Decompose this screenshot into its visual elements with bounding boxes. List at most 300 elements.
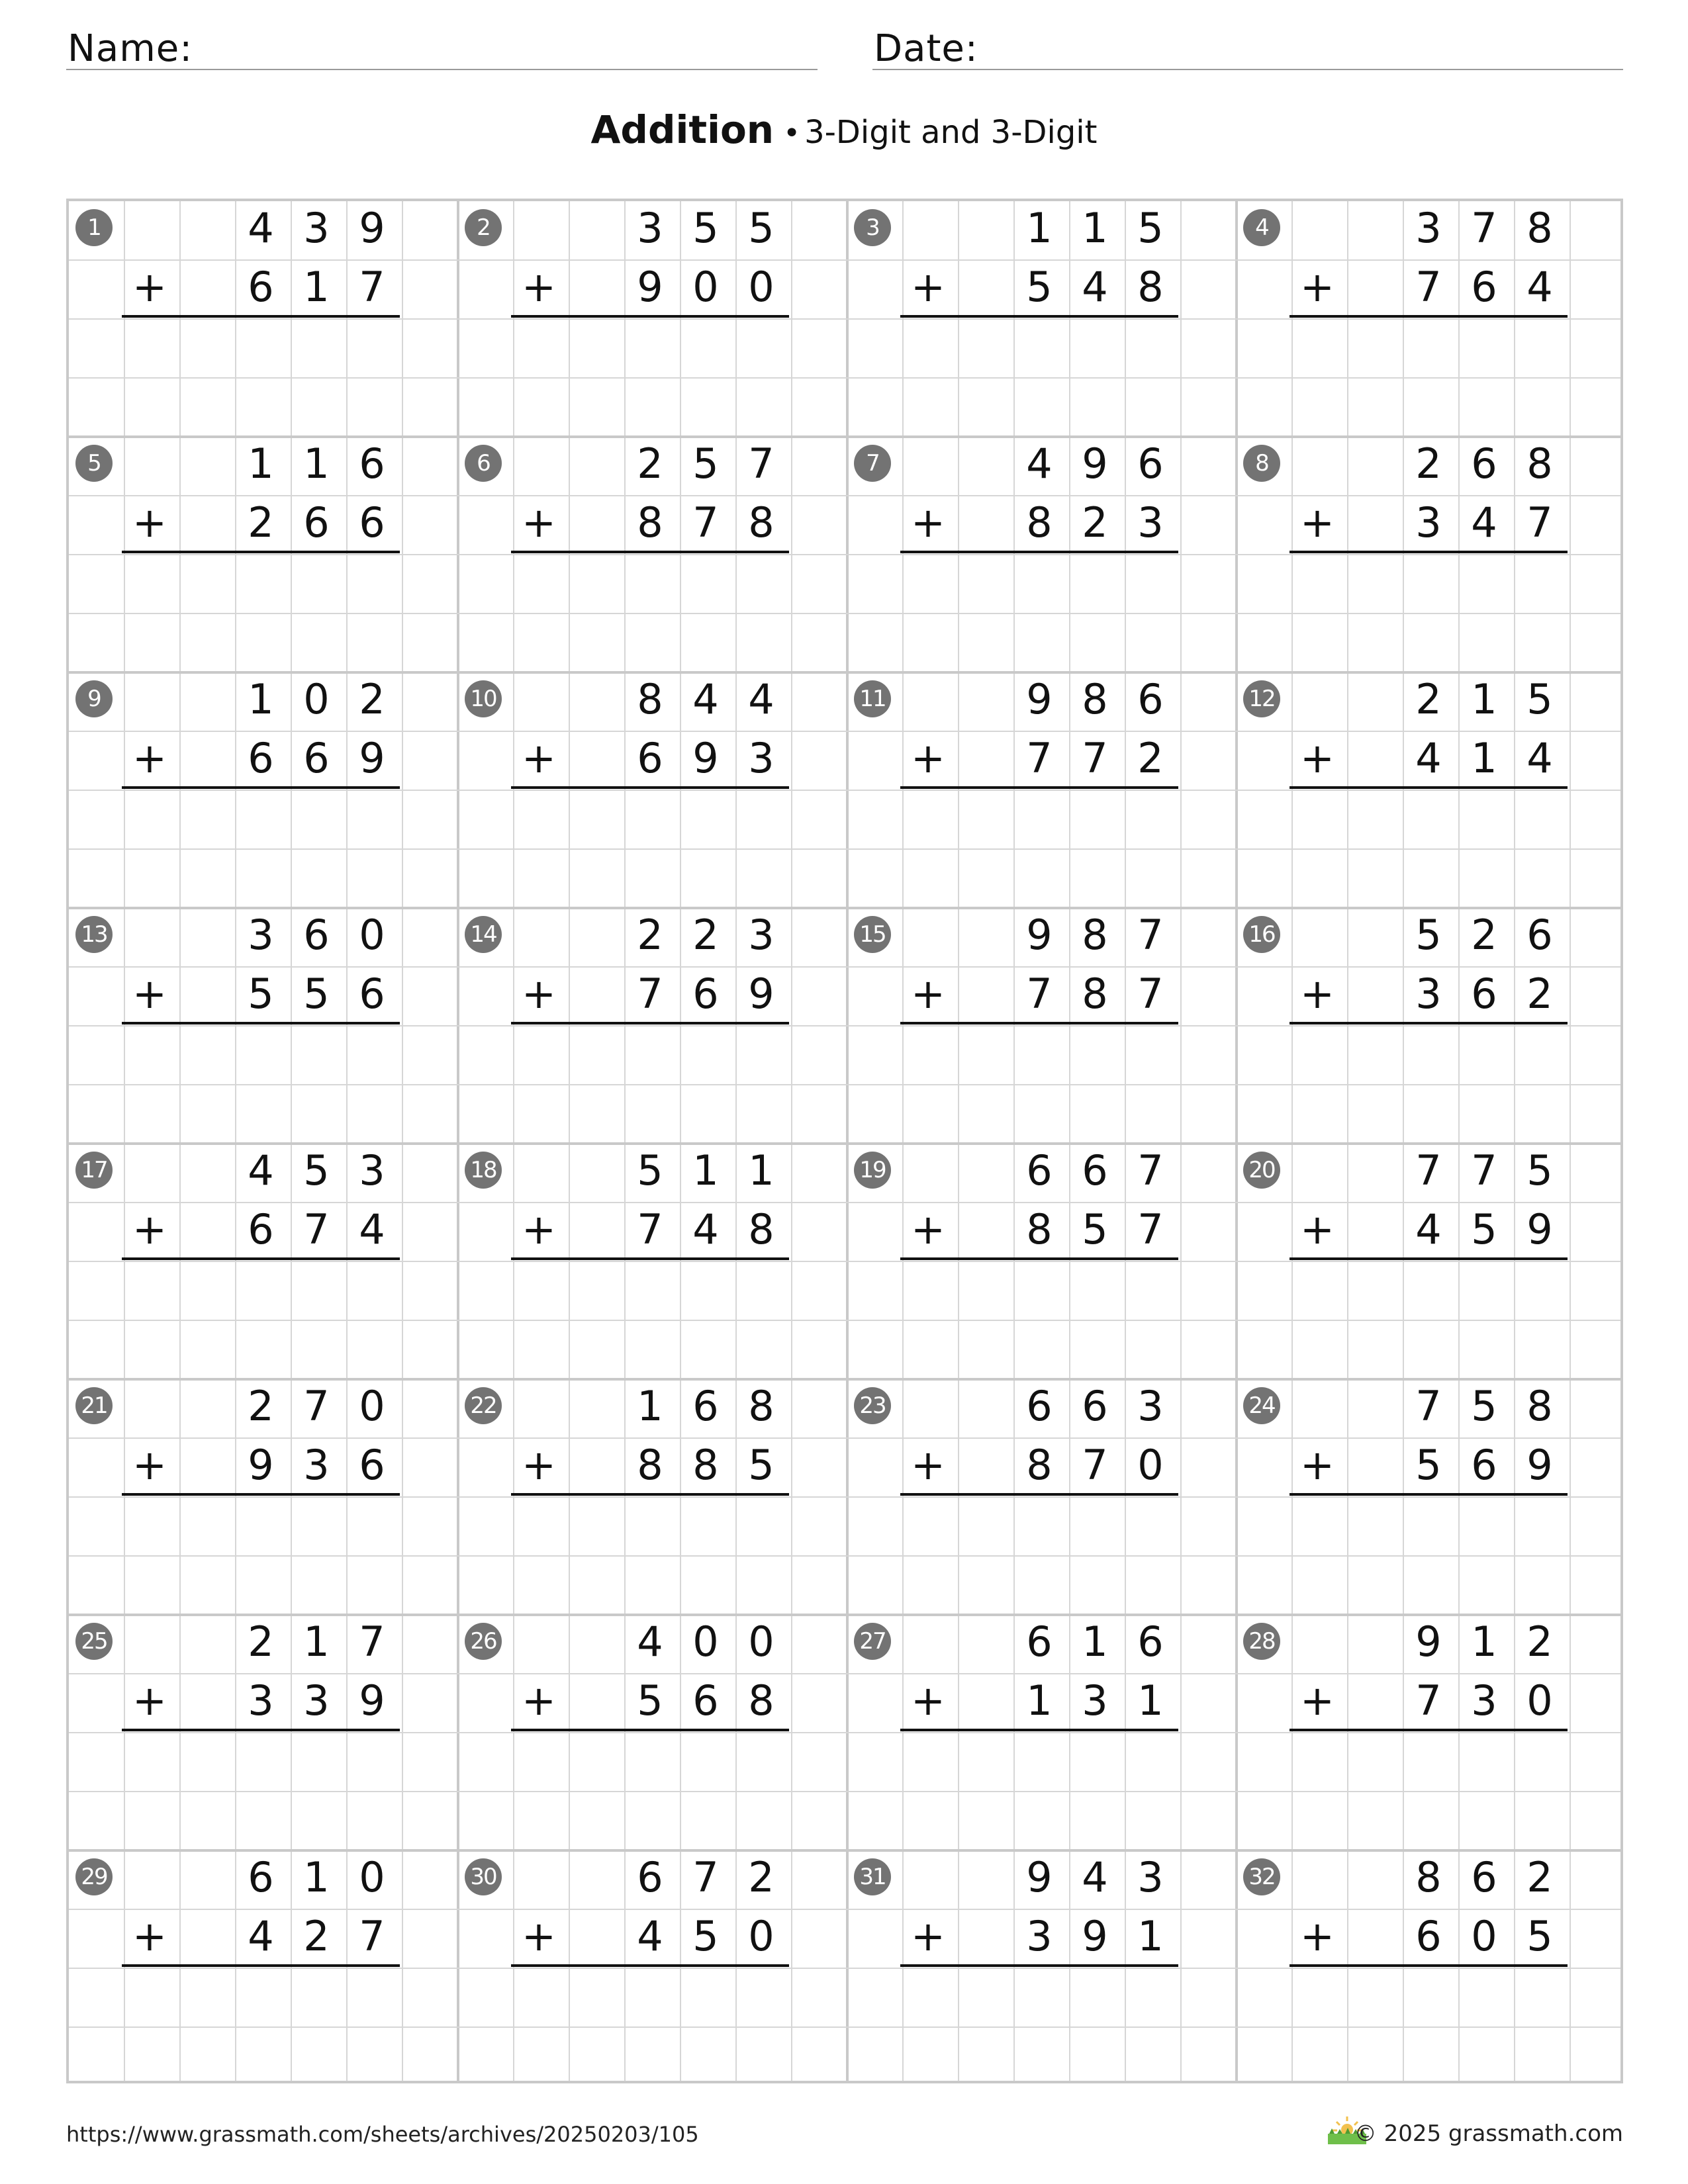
addend-bottom-digit: 7 <box>1026 734 1053 782</box>
plus-operator: + <box>1300 498 1335 547</box>
addend-top-digit: 6 <box>248 1853 274 1901</box>
addend-top-digit: 5 <box>1526 1146 1553 1195</box>
addend-bottom-digit: 3 <box>1471 1676 1497 1725</box>
plus-operator: + <box>911 263 945 311</box>
sum-line <box>1289 786 1568 789</box>
sum-line <box>122 551 400 553</box>
addend-bottom-digit: 8 <box>748 498 774 547</box>
addend-bottom-digit: 4 <box>1415 734 1442 782</box>
problem-number-badge: 2 <box>465 209 502 246</box>
problem-number-badge: 7 <box>854 445 891 482</box>
addend-bottom-digit: 7 <box>692 498 719 547</box>
problem-1 <box>66 199 455 434</box>
addend-bottom-digit: 4 <box>1526 263 1553 311</box>
addend-top-digit: 9 <box>359 204 385 252</box>
sum-line <box>511 1257 789 1260</box>
addend-top-digit: 2 <box>359 675 385 723</box>
sum-line <box>900 315 1178 318</box>
addend-bottom-digit: 7 <box>1082 1441 1108 1489</box>
plus-operator: + <box>911 1441 945 1489</box>
addend-top-digit: 8 <box>1526 1382 1553 1430</box>
addend-top-digit: 6 <box>1026 1617 1053 1666</box>
addend-top-digit: 3 <box>1137 1853 1164 1901</box>
plus-operator: + <box>522 1676 556 1725</box>
addend-top-digit: 2 <box>248 1382 274 1430</box>
addend-bottom-digit: 6 <box>359 498 385 547</box>
problem-23 <box>845 1377 1234 1612</box>
addend-top-digit: 6 <box>1471 1853 1497 1901</box>
problem-31 <box>845 1848 1234 2083</box>
plus-operator: + <box>132 1676 167 1725</box>
addend-top-digit: 1 <box>692 1146 719 1195</box>
sum-line <box>1289 315 1568 318</box>
addend-top-digit: 2 <box>1471 911 1497 959</box>
problem-22 <box>455 1377 845 1612</box>
addend-top-digit: 5 <box>303 1146 330 1195</box>
addend-top-digit: 5 <box>1471 1382 1497 1430</box>
problem-number-badge: 9 <box>75 680 113 717</box>
addend-bottom-digit: 5 <box>1082 1205 1108 1253</box>
addend-top-digit: 0 <box>359 911 385 959</box>
problem-number-badge: 1 <box>75 209 113 246</box>
addend-top-digit: 5 <box>692 439 719 488</box>
addend-bottom-digit: 4 <box>1471 498 1497 547</box>
plus-operator: + <box>132 1441 167 1489</box>
sum-line <box>1289 551 1568 553</box>
sum-line <box>900 551 1178 553</box>
addend-bottom-digit: 7 <box>1137 970 1164 1018</box>
plus-operator: + <box>522 1441 556 1489</box>
addend-top-digit: 5 <box>1526 675 1553 723</box>
addend-top-digit: 7 <box>303 1382 330 1430</box>
addend-top-digit: 6 <box>1082 1146 1108 1195</box>
addend-top-digit: 1 <box>1082 1617 1108 1666</box>
addend-bottom-digit: 9 <box>637 263 663 311</box>
addend-top-digit: 0 <box>359 1382 385 1430</box>
problem-29 <box>66 1848 455 2083</box>
problem-7 <box>845 434 1234 670</box>
addend-bottom-digit: 7 <box>637 1205 663 1253</box>
addend-bottom-digit: 5 <box>1526 1912 1553 1960</box>
problem-5 <box>66 434 455 670</box>
addend-top-digit: 0 <box>359 1853 385 1901</box>
problem-32 <box>1234 1848 1623 2083</box>
addend-bottom-digit: 6 <box>1471 970 1497 1018</box>
addend-bottom-digit: 8 <box>637 1441 663 1489</box>
addend-bottom-digit: 3 <box>303 1441 330 1489</box>
problem-17 <box>66 1141 455 1377</box>
addend-bottom-digit: 7 <box>637 970 663 1018</box>
addend-bottom-digit: 2 <box>1526 970 1553 1018</box>
problem-number-badge: 30 <box>465 1858 502 1895</box>
sum-line <box>900 1493 1178 1496</box>
addend-bottom-digit: 6 <box>692 1676 719 1725</box>
addend-bottom-digit: 0 <box>1471 1912 1497 1960</box>
sum-line <box>511 315 789 318</box>
addend-bottom-digit: 8 <box>692 1441 719 1489</box>
addend-top-digit: 3 <box>303 204 330 252</box>
sum-line <box>1289 1493 1568 1496</box>
problem-number-badge: 6 <box>465 445 502 482</box>
addend-top-digit: 6 <box>1137 675 1164 723</box>
problem-number-badge: 19 <box>854 1152 891 1189</box>
addend-bottom-digit: 1 <box>303 263 330 311</box>
plus-operator: + <box>132 263 167 311</box>
addend-top-digit: 4 <box>637 1617 663 1666</box>
addend-bottom-digit: 6 <box>359 970 385 1018</box>
plus-operator: + <box>132 970 167 1018</box>
addend-top-digit: 8 <box>1526 204 1553 252</box>
addend-bottom-digit: 6 <box>1471 1441 1497 1489</box>
addend-bottom-digit: 1 <box>1026 1676 1053 1725</box>
addend-bottom-digit: 3 <box>748 734 774 782</box>
addend-top-digit: 6 <box>359 439 385 488</box>
addend-top-digit: 8 <box>1526 439 1553 488</box>
addend-bottom-digit: 8 <box>1026 1441 1053 1489</box>
problem-19 <box>845 1141 1234 1377</box>
sum-line <box>511 1493 789 1496</box>
problem-number-badge: 26 <box>465 1623 502 1660</box>
plus-operator: + <box>522 1912 556 1960</box>
plus-operator: + <box>911 1676 945 1725</box>
addend-bottom-digit: 2 <box>1137 734 1164 782</box>
plus-operator: + <box>1300 734 1335 782</box>
addend-top-digit: 4 <box>248 1146 274 1195</box>
problem-number-badge: 23 <box>854 1387 891 1424</box>
addend-bottom-digit: 7 <box>303 1205 330 1253</box>
addend-bottom-digit: 1 <box>1137 1676 1164 1725</box>
addend-top-digit: 8 <box>1082 675 1108 723</box>
problem-30 <box>455 1848 845 2083</box>
addend-bottom-digit: 6 <box>359 1441 385 1489</box>
addend-bottom-digit: 0 <box>748 1912 774 1960</box>
addend-top-digit: 7 <box>692 1853 719 1901</box>
addend-top-digit: 1 <box>637 1382 663 1430</box>
addend-bottom-digit: 6 <box>248 1205 274 1253</box>
addend-bottom-digit: 7 <box>1415 263 1442 311</box>
name-label: Name: <box>68 27 193 70</box>
addend-bottom-digit: 8 <box>1026 498 1053 547</box>
problem-number-badge: 8 <box>1243 445 1280 482</box>
addend-top-digit: 9 <box>1026 1853 1053 1901</box>
addend-top-digit: 6 <box>1082 1382 1108 1430</box>
problem-number-badge: 17 <box>75 1152 113 1189</box>
addend-top-digit: 1 <box>248 675 274 723</box>
addend-top-digit: 2 <box>1526 1853 1553 1901</box>
sum-line <box>1289 1257 1568 1260</box>
sum-line <box>122 1493 400 1496</box>
problem-number-badge: 5 <box>75 445 113 482</box>
addend-bottom-digit: 8 <box>748 1676 774 1725</box>
plus-operator: + <box>132 498 167 547</box>
addend-top-digit: 7 <box>1137 1146 1164 1195</box>
addend-bottom-digit: 9 <box>692 734 719 782</box>
addend-bottom-digit: 8 <box>748 1205 774 1253</box>
addend-top-digit: 1 <box>1471 1617 1497 1666</box>
addend-bottom-digit: 3 <box>1415 970 1442 1018</box>
addend-top-digit: 2 <box>248 1617 274 1666</box>
addend-bottom-digit: 9 <box>1526 1441 1553 1489</box>
addend-bottom-digit: 5 <box>248 970 274 1018</box>
addend-top-digit: 8 <box>748 1382 774 1430</box>
addend-top-digit: 5 <box>748 204 774 252</box>
plus-operator: + <box>522 263 556 311</box>
addend-top-digit: 9 <box>1082 439 1108 488</box>
problem-number-badge: 4 <box>1243 209 1280 246</box>
addend-top-digit: 3 <box>359 1146 385 1195</box>
plus-operator: + <box>1300 1676 1335 1725</box>
addend-bottom-digit: 5 <box>1415 1441 1442 1489</box>
sum-line <box>900 786 1178 789</box>
plus-operator: + <box>1300 263 1335 311</box>
plus-operator: + <box>522 734 556 782</box>
problem-6 <box>455 434 845 670</box>
addend-top-digit: 6 <box>1026 1146 1053 1195</box>
addend-top-digit: 9 <box>1026 675 1053 723</box>
addend-bottom-digit: 4 <box>692 1205 719 1253</box>
addend-bottom-digit: 7 <box>359 263 385 311</box>
problem-27 <box>845 1612 1234 1848</box>
addend-top-digit: 3 <box>637 204 663 252</box>
addend-bottom-digit: 5 <box>637 1676 663 1725</box>
addend-bottom-digit: 8 <box>1137 263 1164 311</box>
problems-area <box>66 199 1623 2083</box>
addend-bottom-digit: 0 <box>1137 1441 1164 1489</box>
addend-bottom-digit: 0 <box>1526 1676 1553 1725</box>
addend-bottom-digit: 9 <box>359 734 385 782</box>
problem-number-badge: 18 <box>465 1152 502 1189</box>
addend-bottom-digit: 5 <box>692 1912 719 1960</box>
addend-top-digit: 6 <box>1526 911 1553 959</box>
sum-line <box>511 1022 789 1024</box>
addend-top-digit: 7 <box>1471 204 1497 252</box>
addend-bottom-digit: 6 <box>1415 1912 1442 1960</box>
addend-bottom-digit: 9 <box>1526 1205 1553 1253</box>
sum-line <box>1289 1964 1568 1967</box>
addend-top-digit: 6 <box>303 911 330 959</box>
addend-top-digit: 8 <box>637 675 663 723</box>
problem-number-badge: 16 <box>1243 916 1280 953</box>
addend-bottom-digit: 4 <box>359 1205 385 1253</box>
addend-bottom-digit: 5 <box>1026 263 1053 311</box>
problem-15 <box>845 905 1234 1141</box>
addend-bottom-digit: 6 <box>1471 263 1497 311</box>
plus-operator: + <box>1300 1441 1335 1489</box>
addend-top-digit: 7 <box>748 439 774 488</box>
addend-bottom-digit: 9 <box>748 970 774 1018</box>
addend-bottom-digit: 8 <box>1026 1205 1053 1253</box>
addend-bottom-digit: 7 <box>1526 498 1553 547</box>
addend-bottom-digit: 5 <box>1471 1205 1497 1253</box>
sum-line <box>122 1257 400 1260</box>
problem-number-badge: 10 <box>465 680 502 717</box>
addend-top-digit: 2 <box>637 911 663 959</box>
footer-url[interactable]: https://www.grassmath.com/sheets/archives/20250203/105 <box>66 2122 699 2147</box>
addend-top-digit: 6 <box>1137 1617 1164 1666</box>
sum-line <box>511 1964 789 1967</box>
addend-bottom-digit: 4 <box>248 1912 274 1960</box>
addend-top-digit: 1 <box>303 1853 330 1901</box>
problem-number-badge: 14 <box>465 916 502 953</box>
addend-bottom-digit: 3 <box>1082 1676 1108 1725</box>
addend-bottom-digit: 8 <box>1082 970 1108 1018</box>
addend-bottom-digit: 6 <box>303 498 330 547</box>
problem-28 <box>1234 1612 1623 1848</box>
addend-top-digit: 1 <box>1026 204 1053 252</box>
addend-top-digit: 9 <box>1415 1617 1442 1666</box>
problem-18 <box>455 1141 845 1377</box>
addend-top-digit: 1 <box>248 439 274 488</box>
addend-top-digit: 2 <box>748 1853 774 1901</box>
addend-top-digit: 4 <box>692 675 719 723</box>
problem-21 <box>66 1377 455 1612</box>
problem-number-badge: 25 <box>75 1623 113 1660</box>
problem-8 <box>1234 434 1623 670</box>
addend-top-digit: 5 <box>1137 204 1164 252</box>
addend-bottom-digit: 0 <box>748 263 774 311</box>
plus-operator: + <box>911 970 945 1018</box>
plus-operator: + <box>911 1912 945 1960</box>
addend-bottom-digit: 9 <box>1082 1912 1108 1960</box>
addend-top-digit: 5 <box>1415 911 1442 959</box>
addend-top-digit: 3 <box>1137 1382 1164 1430</box>
addend-bottom-digit: 2 <box>248 498 274 547</box>
date-field[interactable] <box>872 24 1623 70</box>
addend-top-digit: 5 <box>692 204 719 252</box>
problem-number-badge: 11 <box>854 680 891 717</box>
addend-top-digit: 1 <box>1471 675 1497 723</box>
title-subtitle: 3-Digit and 3-Digit <box>804 114 1098 151</box>
problem-number-badge: 21 <box>75 1387 113 1424</box>
sum-line <box>511 551 789 553</box>
addend-top-digit: 7 <box>359 1617 385 1666</box>
problem-20 <box>1234 1141 1623 1377</box>
problem-10 <box>455 670 845 905</box>
addend-bottom-digit: 3 <box>303 1676 330 1725</box>
problem-14 <box>455 905 845 1141</box>
problem-2 <box>455 199 845 434</box>
addend-top-digit: 7 <box>1415 1146 1442 1195</box>
addend-bottom-digit: 8 <box>637 498 663 547</box>
addend-bottom-digit: 3 <box>1026 1912 1053 1960</box>
problem-number-badge: 31 <box>854 1858 891 1895</box>
addend-top-digit: 2 <box>692 911 719 959</box>
addend-top-digit: 0 <box>303 675 330 723</box>
sum-line <box>900 1729 1178 1731</box>
addend-top-digit: 1 <box>1082 204 1108 252</box>
problem-24 <box>1234 1377 1623 1612</box>
addend-top-digit: 4 <box>1026 439 1053 488</box>
addend-bottom-digit: 4 <box>1082 263 1108 311</box>
addend-bottom-digit: 2 <box>303 1912 330 1960</box>
plus-operator: + <box>911 734 945 782</box>
addend-bottom-digit: 4 <box>1526 734 1553 782</box>
problem-number-badge: 27 <box>854 1623 891 1660</box>
addend-bottom-digit: 6 <box>303 734 330 782</box>
addend-bottom-digit: 9 <box>248 1441 274 1489</box>
addend-top-digit: 1 <box>748 1146 774 1195</box>
worksheet-header <box>0 0 1688 172</box>
addend-bottom-digit: 7 <box>1082 734 1108 782</box>
addend-top-digit: 7 <box>1471 1146 1497 1195</box>
problem-number-badge: 3 <box>854 209 891 246</box>
problem-number-badge: 22 <box>465 1387 502 1424</box>
name-field[interactable] <box>66 24 818 70</box>
problem-number-badge: 29 <box>75 1858 113 1895</box>
plus-operator: + <box>1300 1205 1335 1253</box>
sum-line <box>122 315 400 318</box>
problem-13 <box>66 905 455 1141</box>
addend-bottom-digit: 3 <box>1415 498 1442 547</box>
addend-top-digit: 6 <box>1471 439 1497 488</box>
worksheet-title <box>0 107 1688 152</box>
addend-bottom-digit: 7 <box>1415 1676 1442 1725</box>
plus-operator: + <box>1300 1912 1335 1960</box>
sum-line <box>511 1729 789 1731</box>
problem-3 <box>845 199 1234 434</box>
addend-bottom-digit: 1 <box>1137 1912 1164 1960</box>
addend-top-digit: 6 <box>1137 439 1164 488</box>
addend-bottom-digit: 6 <box>248 734 274 782</box>
addend-top-digit: 3 <box>248 911 274 959</box>
plus-operator: + <box>1300 970 1335 1018</box>
addend-bottom-digit: 0 <box>692 263 719 311</box>
addend-bottom-digit: 7 <box>1026 970 1053 1018</box>
problem-12 <box>1234 670 1623 905</box>
addend-top-digit: 2 <box>1526 1617 1553 1666</box>
plus-operator: + <box>132 734 167 782</box>
sum-line <box>122 1022 400 1024</box>
addend-bottom-digit: 5 <box>748 1441 774 1489</box>
addend-top-digit: 4 <box>748 675 774 723</box>
problem-26 <box>455 1612 845 1848</box>
addend-top-digit: 7 <box>1137 911 1164 959</box>
title-main: Addition <box>590 107 774 152</box>
problem-25 <box>66 1612 455 1848</box>
addend-top-digit: 2 <box>1415 439 1442 488</box>
addend-top-digit: 0 <box>692 1617 719 1666</box>
date-label: Date: <box>874 27 978 70</box>
addend-bottom-digit: 5 <box>303 970 330 1018</box>
footer-copyright: © 2025 grassmath.com <box>1354 2120 1623 2147</box>
addend-top-digit: 0 <box>748 1617 774 1666</box>
addend-bottom-digit: 6 <box>692 970 719 1018</box>
addend-top-digit: 8 <box>1082 911 1108 959</box>
problem-9 <box>66 670 455 905</box>
sum-line <box>900 1257 1178 1260</box>
addend-bottom-digit: 7 <box>359 1912 385 1960</box>
sum-line <box>511 786 789 789</box>
addend-bottom-digit: 6 <box>637 734 663 782</box>
problem-4 <box>1234 199 1623 434</box>
addend-top-digit: 1 <box>303 439 330 488</box>
plus-operator: + <box>132 1205 167 1253</box>
sum-line <box>1289 1729 1568 1731</box>
addend-bottom-digit: 9 <box>359 1676 385 1725</box>
addend-bottom-digit: 1 <box>1471 734 1497 782</box>
addend-top-digit: 8 <box>1415 1853 1442 1901</box>
sum-line <box>122 1729 400 1731</box>
plus-operator: + <box>911 498 945 547</box>
addend-top-digit: 3 <box>748 911 774 959</box>
problem-number-badge: 32 <box>1243 1858 1280 1895</box>
addend-top-digit: 6 <box>637 1853 663 1901</box>
problem-number-badge: 12 <box>1243 680 1280 717</box>
addend-top-digit: 6 <box>1026 1382 1053 1430</box>
addend-bottom-digit: 7 <box>1137 1205 1164 1253</box>
problem-number-badge: 24 <box>1243 1387 1280 1424</box>
problem-16 <box>1234 905 1623 1141</box>
